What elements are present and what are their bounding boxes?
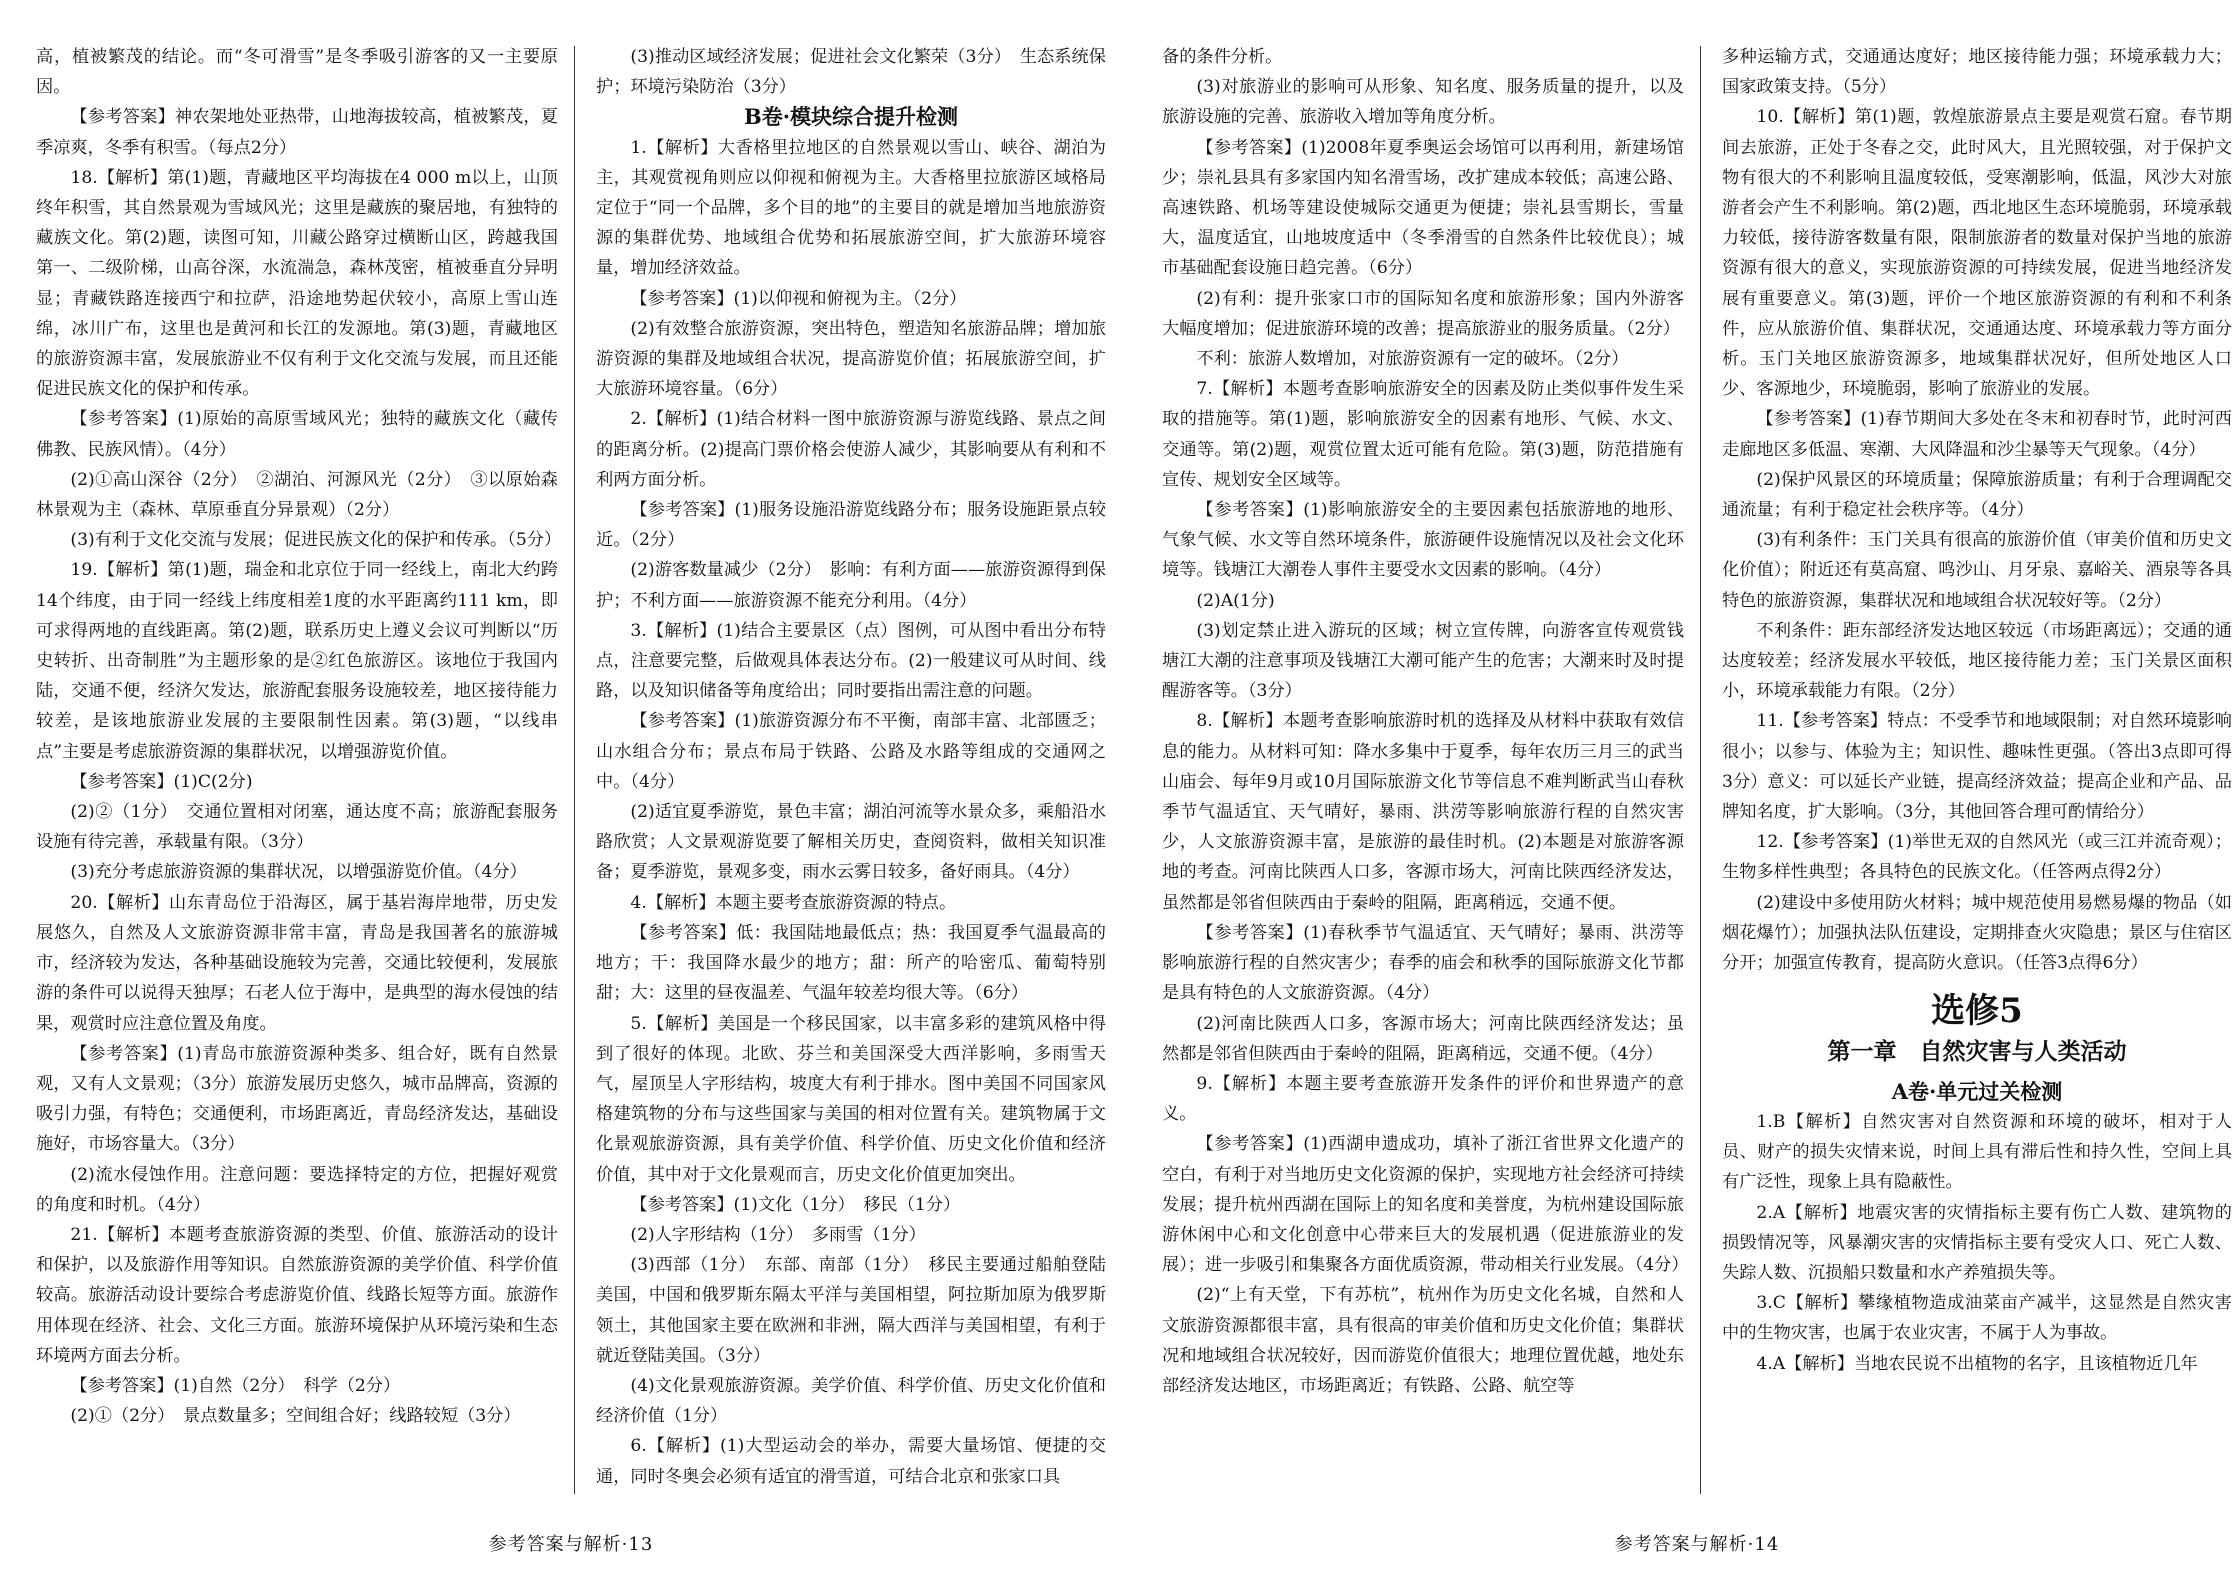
paragraph: (2)A(1分) [1196, 590, 1275, 611]
left-column-b [596, 42, 1106, 1492]
paragraph: 【参考答案】(1)影响旅游安全的主要因素包括旅游地的地形、气象气候、水文等自然环境条件，旅游硬件设施情况以及社会文化环境等。钱塘江大潮卷人事件主要受水文因素的影响。（4分） [1162, 500, 1684, 581]
paragraph: (2)①（2分） 景点数量多；空间组合好；线路较短（3分） [70, 1406, 521, 1427]
paragraph: (2)有效整合旅游资源，突出特色，塑造知名旅游品牌；增加旅游资源的集群及地域组合状况，提高游览价值；拓展旅游空间，扩大旅游环境容量。（6分） [596, 318, 1106, 400]
section-title: B卷·模块综合提升检测 [743, 104, 959, 130]
paragraph: 9.【解析】本题主要考查旅游开发条件的评价和世界遗产的意义。 [1162, 1073, 1684, 1125]
paragraph: 1.B【解析】自然灾害对自然资源和环境的破坏，相对于人员、财产的损失灾情来说，时间上具有滞后性和持久性，空间上具有广泛性，现象上具有隐蔽性。 [1722, 1111, 2232, 1193]
page-footer: 参考答案与解析·13 [488, 1534, 654, 1555]
paragraph: (2)人字形结构（1分） 多雨雪（1分） [630, 1224, 926, 1245]
paragraph: (3)有利条件：玉门关具有很高的旅游价值（审美价值和历史文化价值）；附近还有莫高窟、鸣沙山、月牙泉、嘉峪关、酒泉等各具特色的旅游资源，集群状况和地域组合状况较好等。（2分） [1722, 530, 2232, 611]
paragraph: 11.【参考答案】特点：不受季节和地域限制；对自然环境影响很小；以参与、体验为主；知识性、趣味性更强。（答出3点即可得3分）意义：可以延长产业链，提高经济效益；提高企业和产品、品牌知名度，扩大影响。（3分，其他回答合理可酌情给分） [1722, 711, 2232, 823]
paragraph: (2)流水侵蚀作用。注意问题：要选择特定的方位，把握好观赏的角度和时机。（4分） [36, 1164, 558, 1215]
paragraph: 不利：旅游人数增加，对旅游资源有一定的破坏。（2分） [1196, 349, 1629, 370]
paragraph: 高，植被繁茂的结论。而“冬可滑雪”是冬季吸引游客的又一主要原因。 [36, 47, 558, 98]
paragraph: 21.【解析】本题考查旅游资源的类型、价值、旅游活动的设计和保护，以及旅游作用等知识。自然旅游资源的美学价值、科学价值较高。旅游活动设计要综合考虑游览价值、线路长短等方面。旅游作用体现在经济、社会、文化三方面。旅游环境保护从环境污染和生态环境两方面去分析。 [36, 1224, 558, 1366]
paragraph: 【参考答案】(1)原始的高原雪域风光；独特的藏族文化（藏传佛教、民族风情）。（4分） [36, 409, 558, 460]
right-column-a [1162, 42, 1689, 1401]
right-column-b [1722, 42, 2232, 1379]
paragraph: 不利条件：距东部经济发达地区较远（市场距离远）；交通的通达度较差；经济发展水平较低，地区接待能力差；玉门关景区面积小，环境承载能力有限。（2分） [1722, 620, 2232, 702]
paragraph: 1.【解析】大香格里拉地区的自然景观以雪山、峡谷、湖泊为主，其观赏视角则应以仰视和俯视为主。大香格里拉旅游区域格局定位于“同一个品牌，多个目的地”的主要目的就是增加当地旅游资源的集群优势、地域组合优势和拓展旅游空间，扩大旅游环境容量，增加经济效益。 [596, 137, 1106, 279]
paragraph: 12.【参考答案】(1)举世无双的自然风光（或三江并流奇观）；生物多样性典型；各具特色的民族文化。（任答两点得2分） [1722, 832, 2232, 883]
paragraph: (3)充分考虑旅游资源的集群状况，以增强游览价值。（4分） [70, 862, 527, 883]
paragraph: 【参考答案】(1)服务设施沿游览线路分布；服务设施距景点较近。（2分） [596, 500, 1106, 551]
paragraph: (2)游客数量减少（2分） 影响：有利方面——旅游资源得到保护；不利方面——旅游资源不能充分利用。（4分） [596, 560, 1106, 611]
column-divider [1700, 46, 1701, 1494]
chapter-title: 第一章 自然灾害与人类活动 [1827, 1037, 2127, 1065]
paragraph: (2)保护风景区的环境质量；保障旅游质量；有利于合理调配交通流量；有利于稳定社会秩序等。（4分） [1722, 469, 2232, 521]
paragraph: 4.A【解析】当地农民说不出植物的名字，且该植物近几年 [1756, 1353, 2198, 1374]
paragraph: 【参考答案】(1)西湖申遗成功，填补了浙江省世界文化遗产的空白，有利于对当地历史文化资源的保护，实现地方社会经济可持续发展；提升杭州西湖在国际上的知名度和美誉度，为杭州建设国际旅游休闲中心和文化创意中心带来巨大的发展机遇（促进旅游业的发展）；进一步吸引和集聚各方面优质资源，带动相关行业发展。（4分） [1162, 1134, 1689, 1276]
paragraph: 3.C【解析】攀缘植物造成油菜亩产减半，这显然是自然灾害中的生物灾害，也属于农业灾害，不属于人为事故。 [1722, 1293, 2232, 1344]
paragraph: 【参考答案】(1)春秋季节气温适宜、天气晴好；暴雨、洪涝等影响旅游行程的自然灾害少；春季的庙会和秋季的国际旅游文化节都是具有特色的人文旅游资源。（4分） [1162, 922, 1684, 1004]
paragraph: (2)有利：提升张家口市的国际知名度和旅游形象；国内外游客大幅度增加；促进旅游环境的改善；提高旅游业的服务质量。（2分） [1162, 288, 1684, 339]
paragraph: (2)“上有天堂，下有苏杭”，杭州作为历史文化名城，自然和人文旅游资源都很丰富，具有很高的审美价值和历史文化价值；集群状况和地域组合状况较好，因而游览价值很大；地理位置优越，地处东部经济发达地区，市场距离近；有铁路、公路、航空等 [1162, 1285, 1684, 1396]
paragraph: 6.【解析】(1)大型运动会的举办，需要大量场馆、便捷的交通，同时冬奥会必须有适宜的滑雪道，可结合北京和张家口具 [596, 1436, 1106, 1487]
paragraph: 18.【解析】第(1)题，青藏地区平均海拔在4 000 m以上，山顶终年积雪，其自然景观为雪域风光；这里是藏族的聚居地，有独特的藏族文化。第(2)题，读图可知，川藏公路穿过横断山区，跨越我国第一、二级阶梯，山高谷深，水流湍急，森林茂密，植被垂直分异明显；青藏铁路连接西宁和拉萨，沿途地势起伏较小，高原上雪山连绵，冰川广布，这里也是黄河和长江的发源地。第(3)题，青藏地区的旅游资源丰富，发展旅游业不仅有利于文化交流与发展，而且还能促进民族文化的保护和传承。 [36, 167, 558, 400]
paragraph: (2)②（1分） 交通位置相对闭塞，通达度不高；旅游配套服务设施有待完善，承载量有限。（3分） [36, 802, 558, 853]
paragraph: 【参考答案】(1)旅游资源分布不平衡，南部丰富、北部匮乏；山水组合分布；景点布局于铁路、公路及水路等组成的交通网之中。（4分） [596, 711, 1106, 792]
paragraph: 20.【解析】山东青岛位于沿海区，属于基岩海岸地带，历史发展悠久，自然及人文旅游资源非常丰富，青岛是我国著名的旅游城市，经济较为发达，各种基础设施较为完善，交通比较便利，发展旅游的条件可以说得天独厚；石老人位于海中，是典型的海水侵蚀的结果，观赏时应注意位置及角度。 [36, 892, 558, 1034]
paragraph: (3)有利于文化交流与发展；促进民族文化的保护和传承。（5分） [70, 530, 562, 551]
paragraph: 【参考答案】(1)2008年夏季奥运会场馆可以再利用，新建场馆少；崇礼县具有多家国内知名滑雪场，改扩建成本较低；高速公路、高速铁路、机场等建设使城际交通更为便捷；崇礼县雪期长，雪量大，温度适宜，山地坡度适中（冬季滑雪的自然条件比较优良）；城市基础配套设施日趋完善。（6分） [1162, 137, 1684, 279]
paragraph: 【参考答案】(1)青岛市旅游资源种类多、组合好，既有自然景观，又有人文景观；（3分）旅游发展历史悠久，城市品牌高，资源的吸引力强，有特色；交通便利，市场距离近，青岛经济发达，基础设施好，市场容量大。（3分） [36, 1043, 558, 1155]
paragraph: (2)河南比陕西人口多，客源市场大；河南比陕西经济发达；虽然都是邻省但陕西由于秦岭的阻隔，距离稍远，交通不便。（4分） [1162, 1013, 1684, 1064]
paragraph: 备的条件分析。 [1162, 47, 1283, 67]
paragraph: 【参考答案】(1)春节期间大多处在冬末和初春时节，此时河西走廊地区多低温、寒潮、大风降温和沙尘暴等天气现象。（4分） [1722, 409, 2232, 460]
paragraph: 【参考答案】(1)C(2分) [70, 771, 253, 792]
page-13 [36, 0, 1136, 1578]
paragraph: 多种运输方式，交通通达度好；地区接待能力强；环境承载力大；国家政策支持。（5分） [1722, 47, 2232, 98]
paragraph: 【参考答案】神农架地处亚热带，山地海拔较高，植被繁茂，夏季凉爽，冬季有积雪。（每点2分） [36, 107, 558, 158]
paragraph: 4.【解析】本题主要考查旅游资源的特点。 [630, 892, 957, 913]
paragraph: 10.【解析】第(1)题，敦煌旅游景点主要是观赏石窟。春节期间去旅游，正处于冬春之交，此时风大，且光照较强，对于保护文物有很大的不利影响且温度较低，受寒潮影响，低温，风沙大对旅游者会产生不利影响。第(2)题，西北地区生态环境脆弱，环境承载力较低，接待游客数量有限，限制旅游者的数量对保护当地的旅游资源有很大的意义，实现旅游资源的可持续发展，促进当地经济发展有重要意义。第(3)题，评价一个地区旅游资源的有利和不利条件，应从旅游价值、集群状况，交通通达度、环境承载力等方面分析。玉门关地区旅游资源多，地域集群状况好，但所处地区人口少、客源地少，环境脆弱，影响了旅游业的发展。 [1722, 107, 2232, 400]
paragraph: (3)西部（1分） 东部、南部（1分） 移民主要通过船舶登陆美国，中国和俄罗斯东隔太平洋与美国相望，阿拉斯加原为俄罗斯领土，其他国家主要在欧洲和非洲，隔大西洋与美国相望，有利于就近登陆美国。（3分） [596, 1255, 1106, 1366]
paragraph: 5.【解析】美国是一个移民国家，以丰富多彩的建筑风格中得到了很好的体现。北欧、芬兰和美国深受大西洋影响，多雨雪天气，屋顶呈人字形结构，坡度大有利于排水。图中美国不同国家风格建筑物的分布与这些国家与美国的相对位置有关。建筑物属于文化景观旅游资源，具有美学价值、科学价值、历史文化价值和经济价值，其中对于文化景观而言，历史文化价值更加突出。 [596, 1013, 1106, 1185]
left-column-a [36, 42, 562, 1431]
paragraph: (3)划定禁止进入游玩的区域；树立宣传牌，向游客宣传观赏钱塘江大潮的注意事项及钱塘江大潮可能产生的危害；大潮来时及时提醒游客等。（3分） [1162, 620, 1684, 702]
paragraph: 7.【解析】本题考查影响旅游安全的因素及防止类似事件发生采取的措施等。第(1)题，影响旅游安全的因素有地形、气候、水文、交通等。第(2)题，观赏位置太近可能有危险。第(3)题，防范措施有宣传、规划安全区域等。 [1162, 379, 1684, 490]
paragraph: 【参考答案】(1)以仰视和俯视为主。（2分） [630, 288, 967, 309]
page-14 [1162, 0, 2232, 1578]
paragraph: (2)建设中多使用防火材料；城中规范使用易燃易爆的物品（如烟花爆竹）；加强执法队伍建设，定期排查火灾隐患；景区与住宿区分开；加强宣传教育，提高防火意识。（任答3点得6分） [1722, 892, 2232, 974]
column-divider [574, 46, 575, 1494]
paragraph: 8.【解析】本题考查影响旅游时机的选择及从材料中获取有效信息的能力。从材料可知：降水多集中于夏季，每年农历三月三的武当山庙会、每年9月或10月国际旅游文化节等信息不难判断武当山春秋季节气温适宜、天气晴好，暴雨、洪涝等影响旅游行程的自然灾害少，人文旅游资源丰富，是旅游的最佳时机。(2)本题是对旅游客源地的考查。河南比陕西人口多，客源市场大，河南比陕西经济发达，虽然都是邻省但陕西由于秦岭的阻隔，距离稍远，交通不便。 [1162, 711, 1684, 913]
section-title: A卷·单元过关检测 [1891, 1078, 2063, 1104]
paragraph: 【参考答案】(1)文化（1分） 移民（1分） [630, 1194, 961, 1215]
book-module-title: 选修5 [1931, 991, 2023, 1032]
paragraph: 【参考答案】低：我国陆地最低点；热：我国夏季气温最高的地方；干：我国降水最少的地方；甜：所产的哈密瓜、葡萄特别甜；大：这里的昼夜温差、气温年较差均很大等。（6分） [596, 922, 1106, 1004]
page-footer: 参考答案与解析·14 [1614, 1534, 1780, 1555]
paragraph: 19.【解析】第(1)题，瑞金和北京位于同一经线上，南北大约跨14个纬度，由于同一经线上纬度相差1度的水平距离约111 km，即可求得两地的直线距离。第(2)题，联系历史上遵义会议可判断以“历史转折、出奇制胜”为主题形象的是②红色旅游区。该地位于我国内陆，交通不便，经济欠发达，旅游配套服务设施较差，地区接待能力较差，是该地旅游业发展的主要限制性因素。第(3)题，“以线串点”主要是考虑旅游资源的集群状况，以增强游览价值。 [36, 560, 558, 762]
paragraph: 【参考答案】(1)自然（2分） 科学（2分） [70, 1375, 401, 1396]
paragraph: (3)推动区域经济发展；促进社会文化繁荣（3分） 生态系统保护；环境污染防治（3分） [596, 47, 1106, 98]
paragraph: (3)对旅游业的影响可从形象、知名度、服务质量的提升，以及旅游设施的完善、旅游收入增加等角度分析。 [1162, 77, 1684, 128]
paragraph: 2.【解析】(1)结合材料一图中旅游资源与游览线路、景点之间的距离分析。(2)提高门票价格会使游人减少，其影响要从有利和不利两方面分析。 [596, 409, 1106, 490]
paragraph: (2)适宜夏季游览，景色丰富；湖泊河流等水景众多，乘船沿水路欣赏；人文景观游览要了解相关历史，查阅资料，做相关知识准备；夏季游览，景观多变，雨水云雾日较多，备好雨具。（4分） [596, 802, 1106, 883]
paragraph: 2.A【解析】地震灾害的灾情指标主要有伤亡人数、建筑物的损毁情况等，风暴潮灾害的灾情指标主要有受灾人口、死亡人数、失踪人数、沉损船只数量和水产养殖损失等。 [1722, 1202, 2232, 1283]
paragraph: (4)文化景观旅游资源。美学价值、科学价值、历史文化价值和经济价值（1分） [596, 1375, 1106, 1427]
paragraph: 3.【解析】(1)结合主要景区（点）图例，可从图中看出分布特点，注意要完整，后做观具体表达分布。(2)一般建议可从时间、线路，以及知识储备等角度给出；同时要指出需注意的问题。 [596, 620, 1106, 702]
paragraph: (2)①高山深谷（2分） ②湖泊、河源风光（2分） ③以原始森林景观为主（森林、草原垂直分异景观）（2分） [36, 469, 558, 521]
